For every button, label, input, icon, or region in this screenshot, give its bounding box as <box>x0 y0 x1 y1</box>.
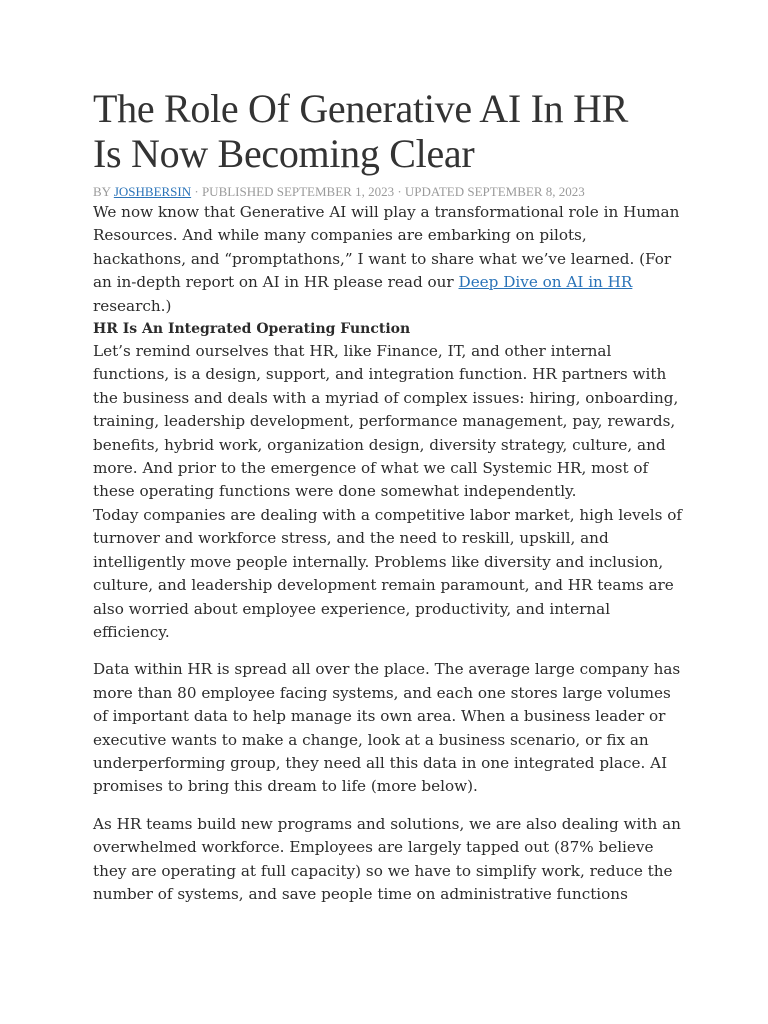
section-heading: HR Is An Integrated Operating Function <box>93 321 411 338</box>
paragraph-4: As HR teams build new programs and solutions, we are also dealing with an overwhelmed workforce. Employees are largely tapped out (87% believe they are operating at full capacity) so we have to simplify work, reduce the number of systems, and save people time on administrative functions <box>93 814 681 903</box>
byline-prefix: BY <box>93 184 114 199</box>
paragraph-2: Today companies are dealing with a competitive labor market, high levels of turnover and workforce stress, and the need to reskill, upskill, and intelligently move people internally. Problems like diversity and inclusion, culture, and leadership development remain paramount, and HR teams are also worried about employee experience, productivity, and internal efficiency. <box>93 505 682 641</box>
article-title <box>93 86 683 176</box>
paragraph-1: Let’s remind ourselves that HR, like Finance, IT, and other internal functions, is a design, support, and integration function. HR partners with the business and deals with a myriad of complex issues: hiring, onboarding, training, leadership development, performance management, pay, rewards, benefits, hybrid work, organization design, diversity strategy, culture, and more. And prior to the emergence of what we call Systemic HR, most of these operating functions were done somewhat independently. <box>93 342 679 501</box>
intro-text-end: research.) <box>93 296 172 315</box>
article-meta <box>93 183 683 201</box>
intro-text: We now know that Generative AI will play a transformational role in Human Resources. And while many companies are embarking on pilots, hackathons, and “promptathons,” I want to share what we’ve learned. (For an in-depth report on AI in HR please read our <box>93 203 680 292</box>
author-link[interactable]: JOSHBERSIN <box>113 184 192 199</box>
article-title-line-2: Is Now Becoming Clear <box>93 131 475 176</box>
article-title-line-1: The Role Of Generative AI In HR <box>93 86 628 131</box>
paragraph-3: Data within HR is spread all over the place. The average large company has more than 80 employee facing systems, and each one stores large volumes of important data to help manage its own area. When a business leader or executive wants to make a change, look at a business scenario, or fix an underperforming group, they need all this data in one integrated place. AI promises to bring this dream to life (more below). <box>93 660 681 796</box>
publish-dates: · PUBLISHED SEPTEMBER 1, 2023 · UPDATED SEPTEMBER 8, 2023 <box>191 184 585 199</box>
article <box>93 86 683 906</box>
intro-paragraph <box>93 201 683 318</box>
deep-dive-link[interactable]: Deep Dive on AI in HR <box>458 273 633 292</box>
